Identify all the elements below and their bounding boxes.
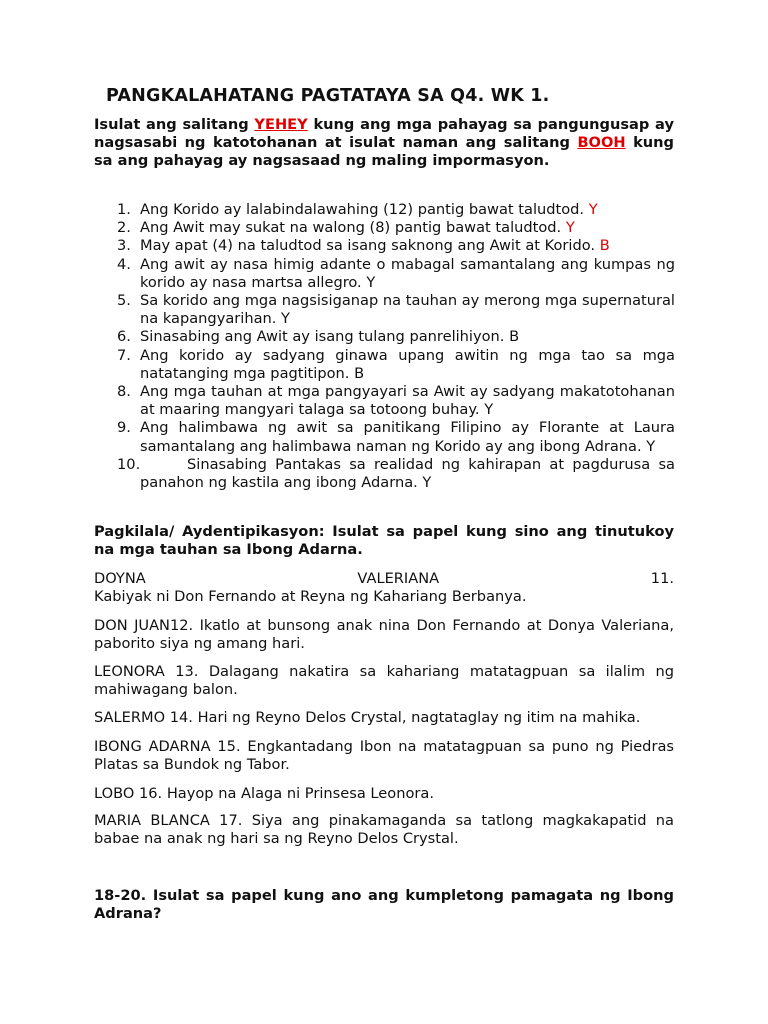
instruction-paragraph [94, 116, 674, 171]
item-text: Ang korido ay sadyang ginawa upang awitin ng mga tao sa mga natatanging mga pagtitipon. [140, 346, 675, 382]
identification-item-13: LEONORA 13. Dalagang nakatira sa kahariang matatagpuan sa ilalim ng mahiwagang balon. [94, 663, 674, 699]
item-answer: Y [646, 437, 656, 455]
item-number: 2. [117, 219, 131, 237]
yehey-keyword: YEHEY [254, 116, 308, 133]
item-answer: Y [366, 273, 376, 291]
item-number: 6. [117, 328, 131, 346]
identification-item-11 [94, 570, 674, 606]
item-text: May apat (4) na taludtod sa isang saknong ang Awit at Korido. [140, 237, 596, 255]
list-item [95, 347, 675, 383]
item-answer: B [599, 237, 610, 255]
item-text: Ang Korido ay lalabindalawahing (12) pantig bawat taludtod. [140, 201, 585, 218]
item-text: Ang Awit may sukat na walong (8) pantig bawat taludtod. [140, 219, 562, 237]
identification-item-17: MARIA BLANCA 17. Siya ang pinakamaganda sa tatlong magkakapatid na babae na anak ng hari sa ng Reyno Delos Crystal. [94, 812, 674, 848]
list-item [95, 292, 675, 328]
item-number: 8. [117, 383, 131, 401]
item-description: Kabiyak ni Don Fernando at Reyna ng Kahariang Berbanya. [94, 588, 527, 606]
list-item [95, 383, 675, 419]
item-number: 5. [117, 292, 131, 310]
booh-keyword: BOOH [577, 134, 626, 152]
instruction-part2: kung ang mga pahayag sa pangungusap ay nagsasabi ng katotohanan at isulat naman ang salitang [94, 116, 674, 152]
instruction-part3: kung sa ang pahayag ay nagsasaad ng maling impormasyon. [94, 134, 674, 170]
item-text: Ang halimbawa ng awit sa panitikang Filipino ay Florante at Laura samantalang ang halimbawa naman ng Korido ay ang ibong Adrana. [140, 419, 675, 455]
list-item [95, 419, 675, 455]
identification-item-12: DON JUAN12. Ikatlo at bunsong anak nina Don Fernando at Donya Valeriana, paborito siya ng amang hari. [94, 617, 674, 653]
item-number: 1. [117, 201, 131, 218]
instruction-part1: Isulat ang salitang [94, 116, 249, 133]
item-answer: Y [565, 219, 575, 237]
item-number: 3. [117, 237, 131, 255]
item-answer: B [509, 328, 520, 346]
list-item [95, 328, 675, 346]
item-text: Ang mga tauhan at mga pangyayari sa Awit ay sadyang makatotohanan at maaring mangyari talaga sa totoong buhay. [140, 383, 675, 419]
list-item [95, 256, 675, 292]
item-number: 11. [650, 570, 674, 587]
list-item [95, 237, 675, 255]
identification-item-15: IBONG ADARNA 15. Engkantadang Ibon na matatagpuan sa puno ng Piedras Platas sa Bundok ng Tabor. [94, 738, 674, 774]
item-text: Sa korido ang mga nagsisiganap na tauhan ay merong mga supernatural na kapangyarihan. [140, 292, 675, 328]
item-number: 9. [117, 419, 131, 437]
identification-item-14: SALERMO 14. Hari ng Reyno Delos Crystal, nagtataglay ng itim na mahika. [94, 709, 641, 726]
page-title: PANGKALAHATANG PAGTATAYA SA Q4. WK 1. [106, 86, 550, 106]
item-text: Ang awit ay nasa himig adante o mabagal samantalang ang kumpas ng korido ay nasa martsa allegro. [140, 255, 675, 291]
item-number: 7. [117, 346, 131, 364]
list-item [95, 219, 675, 237]
answer-word: VALERIANA [357, 570, 440, 587]
item-answer: Y [484, 401, 494, 419]
true-false-list [95, 201, 675, 492]
item-number: 10. [117, 455, 141, 473]
identification-heading: Pagkilala/ Aydentipikasyon: Isulat sa papel kung sino ang tinutukoy na mga tauhan sa Ibong Adarna. [94, 523, 674, 559]
identification-item-16: LOBO 16. Hayop na Alaga ni Prinsesa Leonora. [94, 785, 434, 802]
item-answer: Y [422, 474, 432, 492]
item-text: Sinasabing ang Awit ay isang tulang panrelihiyon. [140, 328, 505, 346]
item-number: 4. [117, 255, 131, 273]
list-item [95, 456, 675, 492]
answer-word: DOYNA [94, 570, 146, 587]
item-answer: Y [588, 201, 598, 218]
list-item [95, 201, 675, 219]
item-answer: Y [281, 310, 290, 328]
final-question: 18-20. Isulat sa papel kung ano ang kumpletong pamagata ng Ibong Adrana? [94, 887, 674, 923]
item-answer: B [354, 364, 365, 382]
item-text: Sinasabing Pantakas sa realidad ng kahirapan at pagdurusa sa panahon ng kastila ang ibong Adarna. [140, 455, 675, 492]
